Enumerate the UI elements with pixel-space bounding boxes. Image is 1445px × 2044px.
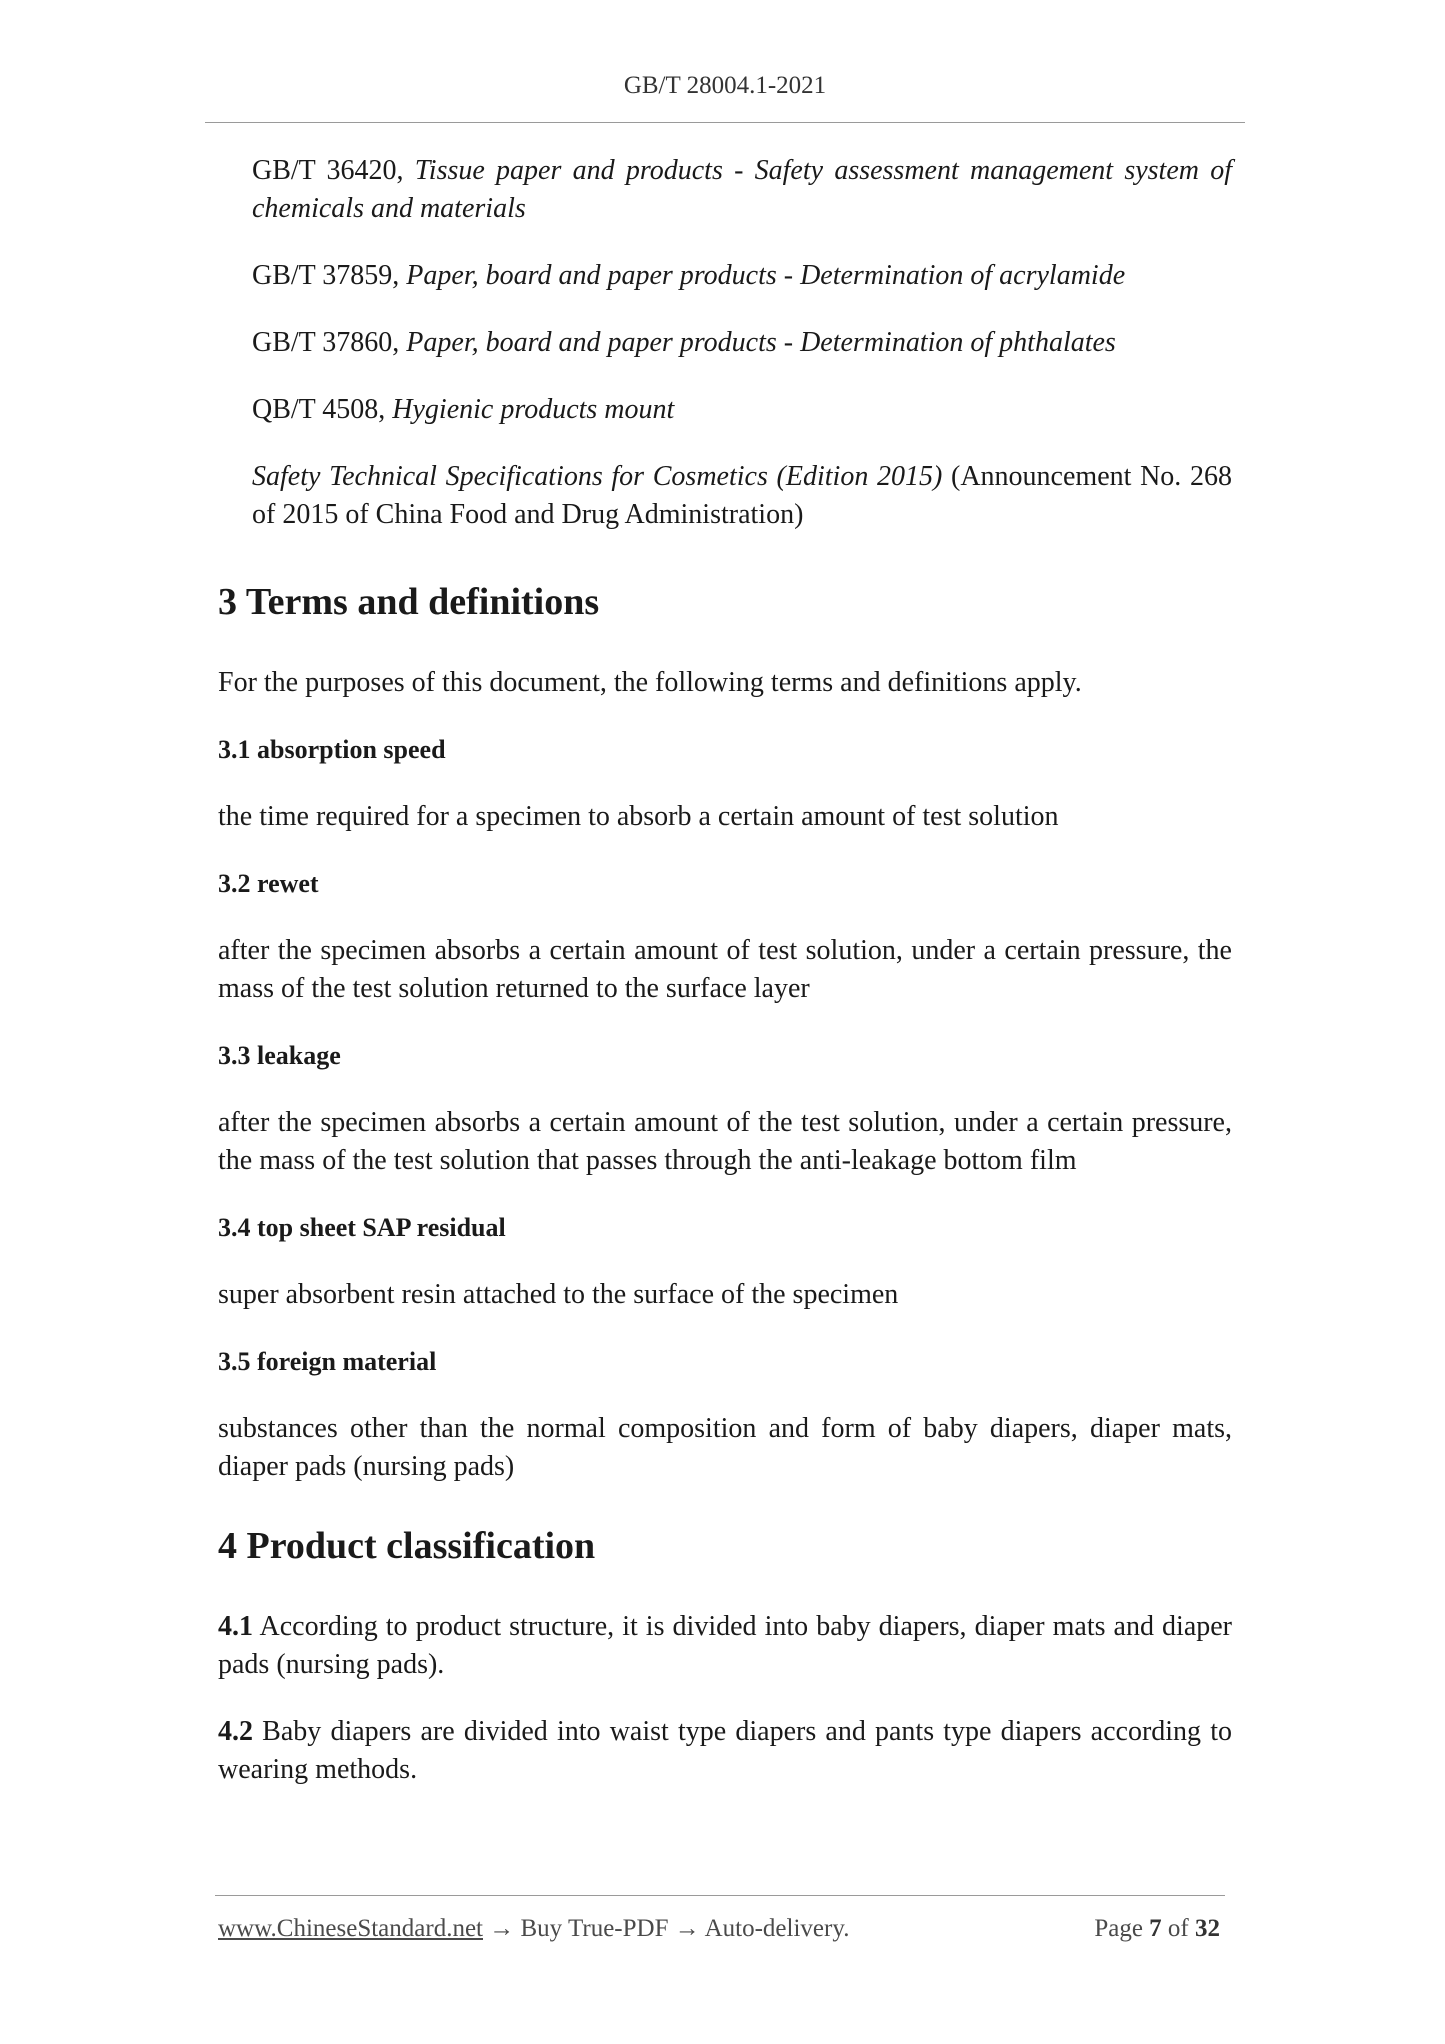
term-definition: substances other than the normal composition and form of baby diapers, diaper mats, diaper pads (nursing pads) xyxy=(218,1413,1232,1482)
reference-title: Tissue paper and products - Safety assessment management system of chemicals and materials xyxy=(252,155,1233,224)
term-heading: 3.3 leakage xyxy=(218,1041,341,1070)
footer-promo xyxy=(218,1915,849,1943)
reference-item xyxy=(252,391,1232,429)
term-heading: 3.1 absorption speed xyxy=(218,735,446,764)
reference-code: QB/T 4508, xyxy=(252,394,393,425)
clause-number: 4.2 xyxy=(218,1716,253,1747)
reference-title: Safety Technical Specifications for Cosmetics (Edition 2015) xyxy=(252,461,943,492)
clause-text: According to product structure, it is divided into baby diapers, diaper mats and diaper pads (nursing pads). xyxy=(218,1611,1232,1680)
clause-paragraph xyxy=(218,1713,1232,1789)
main-content xyxy=(218,578,1232,1818)
reference-title: Hygienic products mount xyxy=(392,394,675,425)
footer-divider xyxy=(215,1895,1225,1896)
reference-code: GB/T 37860, xyxy=(252,327,407,358)
reference-title: Paper, board and paper products - Determination of acrylamide xyxy=(406,260,1126,291)
page-of-label: of xyxy=(1161,1915,1195,1942)
footer-promo-text: → Buy True-PDF → Auto-delivery. xyxy=(483,1915,850,1942)
reference-item xyxy=(252,152,1232,228)
term-definition: after the specimen absorbs a certain amount of test solution, under a certain pressure, the mass of the test solution returned to the surface layer xyxy=(218,935,1232,1004)
page-current: 7 xyxy=(1149,1915,1162,1942)
clause-text: Baby diapers are divided into waist type diapers and pants type diapers according to wearing methods. xyxy=(218,1716,1232,1785)
page-total: 32 xyxy=(1195,1915,1220,1942)
term-heading: 3.5 foreign material xyxy=(218,1347,437,1376)
reference-code: GB/T 37859, xyxy=(252,260,407,291)
term-heading: 3.2 rewet xyxy=(218,869,319,898)
clause-number: 4.1 xyxy=(218,1611,253,1642)
reference-code: GB/T 36420, xyxy=(252,155,415,186)
clause-paragraph xyxy=(218,1608,1232,1684)
reference-note: (Announcement No. 268 of 2015 of China Food and Drug Administration) xyxy=(252,461,1232,530)
term-heading: 3.4 top sheet SAP residual xyxy=(218,1213,506,1242)
page-indicator xyxy=(1094,1915,1220,1943)
reference-title: Paper, board and paper products - Determination of phthalates xyxy=(406,327,1116,358)
reference-item xyxy=(252,458,1232,534)
term-definition: the time required for a specimen to absorb a certain amount of test solution xyxy=(218,801,1059,832)
reference-item xyxy=(252,257,1232,295)
term-definition: super absorbent resin attached to the surface of the specimen xyxy=(218,1279,899,1310)
term-definition: after the specimen absorbs a certain amount of the test solution, under a certain pressure, the mass of the test solution that passes through the anti-leakage bottom film xyxy=(218,1107,1232,1176)
section-4-heading: 4 Product classification xyxy=(218,1525,596,1567)
section-3-heading: 3 Terms and definitions xyxy=(218,581,600,623)
section-3-intro: For the purposes of this document, the following terms and definitions apply. xyxy=(218,667,1082,698)
running-header: GB/T 28004.1-2021 xyxy=(623,72,827,99)
reference-item xyxy=(252,324,1232,362)
page-label: Page xyxy=(1094,1915,1150,1942)
website-link[interactable]: www.ChineseStandard.net xyxy=(218,1915,483,1942)
normative-references-list xyxy=(252,152,1232,563)
header-divider xyxy=(205,122,1245,123)
